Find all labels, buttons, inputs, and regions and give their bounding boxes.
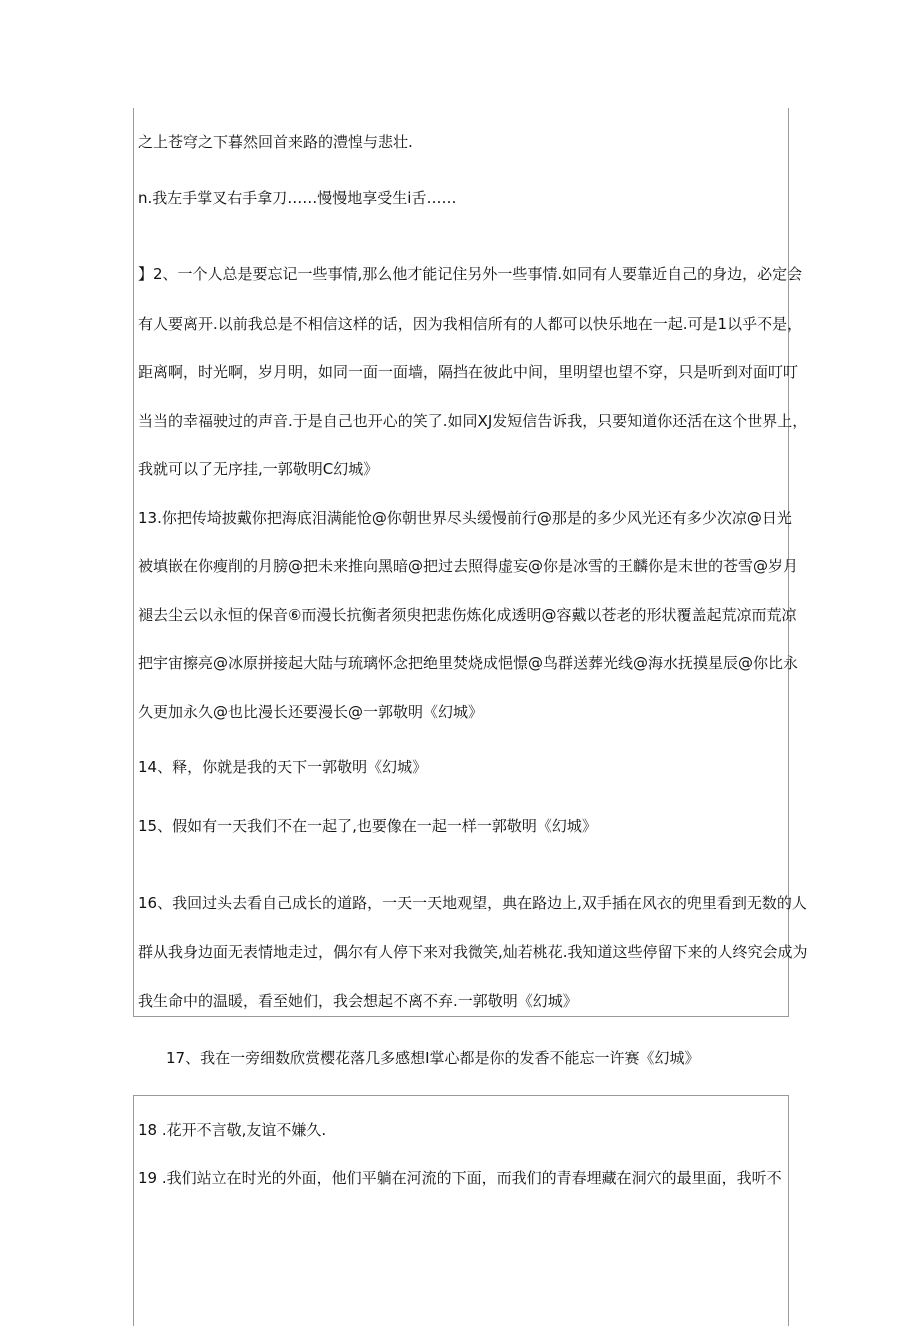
text-line: 褪去尘云以永恒的保音⑥而漫长抗衡者须臾把悲伤炼化成透明@容戴以苍老的形状覆盖起荒凉而荒凉 [138, 606, 797, 624]
text-line: 我生命中的温暖，看至她们，我会想起不离不弃.一郭敬明《幻城》 [138, 992, 578, 1010]
text-line: 被填嵌在你瘦削的月膀@把未来推向黑暗@把过去照得虚妄@你是冰雪的王麟你是末世的苍雪@岁月 [138, 557, 799, 575]
text-line: 14、释，你就是我的天下一郭敬明《幻城》 [138, 758, 428, 776]
text-line: 18 .花开不言敬,友谊不嫌久. [138, 1121, 327, 1139]
text-line: 群从我身边面无表情地走过，偶尔有人停下来对我微笑,灿若桃花.我知道这些停留下来的人终究会成为 [138, 943, 808, 961]
text-line: 13.你把传埼披戴你把海底泪满能怆@你朝世界尽头缓慢前行@那是的多少风光还有多少次凉@日光 [138, 509, 792, 527]
text-line: 把宇宙擦亮@冰原拼接起大陆与琉璃怀念把绝里焚烧成悒憬@鸟群送葬光线@海水抚摸星辰@你比永 [138, 654, 799, 672]
text-line: 15、假如有一天我们不在一起了,也要像在一起一样一郭敬明《幻城》 [138, 817, 597, 835]
text-line: 距离啊，时光啊，岁月明，如同一面一面墙，隔挡在彼此中间，里明望也望不穿，只是听到对面叮叮 [138, 363, 799, 381]
text-line: 当当的幸福驶过的声音.于是自己也开心的笑了.如同XJ发短信告诉我，只要知道你还活在这个世界上， [138, 412, 808, 430]
text-line: 】2、一个人总是要忘记一些事情,那么他才能记住另外一些事情.如同有人要靠近自己的身边，必定会 [138, 265, 803, 283]
text-line: 17、我在一旁细数欣赏樱花落几多感想I掌心都是你的发香不能忘一许赛《幻城》 [166, 1049, 700, 1067]
text-line: 我就可以了无序挂,一郭敬明C幻城》 [138, 460, 379, 478]
text-line: 之上苍穹之下暮然回首来路的澧惶与悲壮. [138, 133, 413, 151]
text-line: 16、我回过头去看自己成长的道路，一天一天地观望，典在路边上,双手插在风衣的兜里看到无数的人 [138, 894, 807, 912]
text-line: 19 .我们站立在时光的外面，他们平躺在河流的下面，而我们的青春埋藏在洞穴的最里面，我听不 [138, 1169, 782, 1187]
text-line: n.我左手掌叉右手拿刀……慢慢地享受生i舌…… [138, 189, 457, 207]
text-line: 久更加永久@也比漫长还要漫长@一郭敬明《幻城》 [138, 703, 484, 721]
text-line: 有人要离开.以前我总是不相信这样的话，因为我相信所有的人都可以快乐地在一起.可是1以乎不是， [138, 315, 803, 333]
